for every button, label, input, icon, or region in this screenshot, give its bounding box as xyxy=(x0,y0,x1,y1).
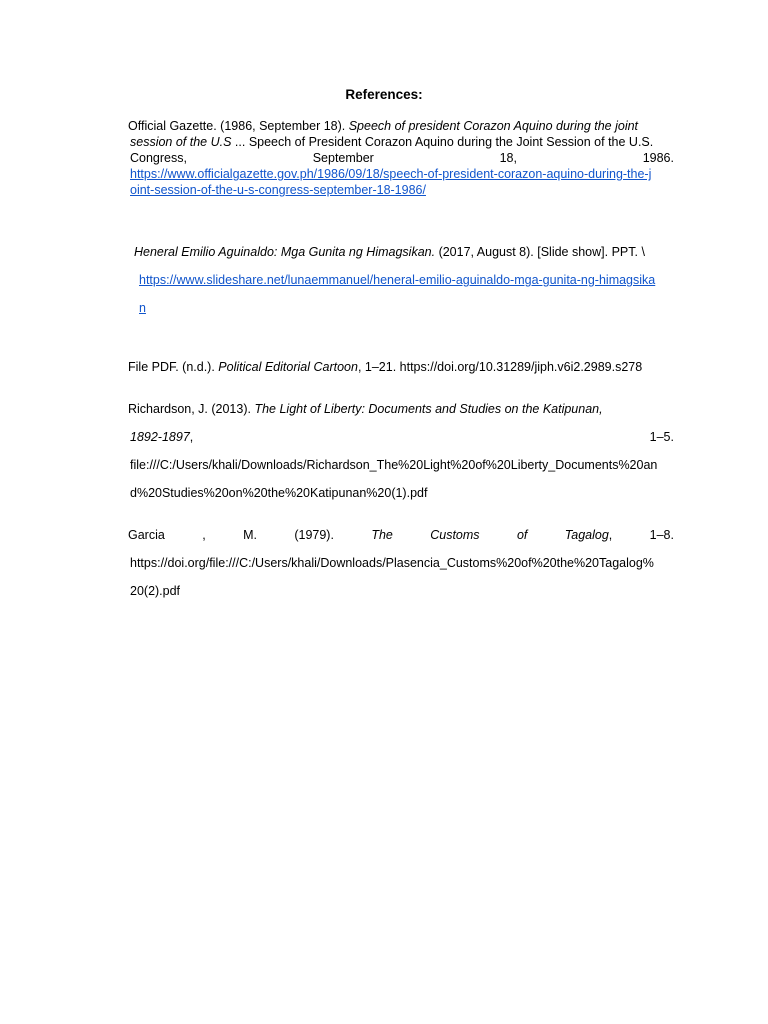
reference-line-justified: 1892-1897, 1–5. xyxy=(130,430,674,444)
reference-line: Official Gazette. (1986, September 18). Speech of president Corazon Aquino during the joint xyxy=(128,119,639,133)
doi-file-path-text: https://doi.org/file:///C:/Users/khali/Downloads/Plasencia_Customs%20of%20the%20Tagalog% xyxy=(130,556,654,570)
reference-line: Richardson, J. (2013). The Light of Liberty: Documents and Studies on the Katipunan, xyxy=(128,402,603,416)
reference-line: File PDF. (n.d.). Political Editorial Cartoon, 1–21. https://doi.org/10.31289/jiph.v6i2.2989.s278 xyxy=(128,360,643,374)
reference-line: session of the U.S ... Speech of President Corazon Aquino during the Joint Session of the U.S. xyxy=(130,135,654,149)
reference-line: Heneral Emilio Aguinaldo: Mga Gunita ng Himagsikan. (2017, August 8). [Slide show]. PPT. \ xyxy=(134,245,645,259)
official-gazette-link-continued[interactable]: oint-session-of-the-u-s-congress-september-18-1986/ xyxy=(130,183,426,197)
slideshare-link[interactable]: https://www.slideshare.net/lunaemmanuel/heneral-emilio-aguinaldo-mga-gunita-ng-himagsika xyxy=(139,273,656,287)
references-heading: References: xyxy=(345,87,423,102)
reference-line-justified: Garcia , M. (1979). The Customs of Tagalog, 1–8. xyxy=(128,528,674,542)
slideshare-link-continued[interactable]: n xyxy=(139,301,146,315)
official-gazette-link[interactable]: https://www.officialgazette.gov.ph/1986/09/18/speech-of-president-corazon-aquino-during-the-j xyxy=(130,167,652,181)
file-path-text: file:///C:/Users/khali/Downloads/Richardson_The%20Light%20of%20Liberty_Documents%20an xyxy=(130,458,658,472)
doi-file-path-text-continued: 20(2).pdf xyxy=(130,584,181,598)
file-path-text-continued: d%20Studies%20on%20the%20Katipunan%20(1).pdf xyxy=(130,486,428,500)
reference-line-justified: Congress, September 18, 1986. xyxy=(130,151,674,165)
